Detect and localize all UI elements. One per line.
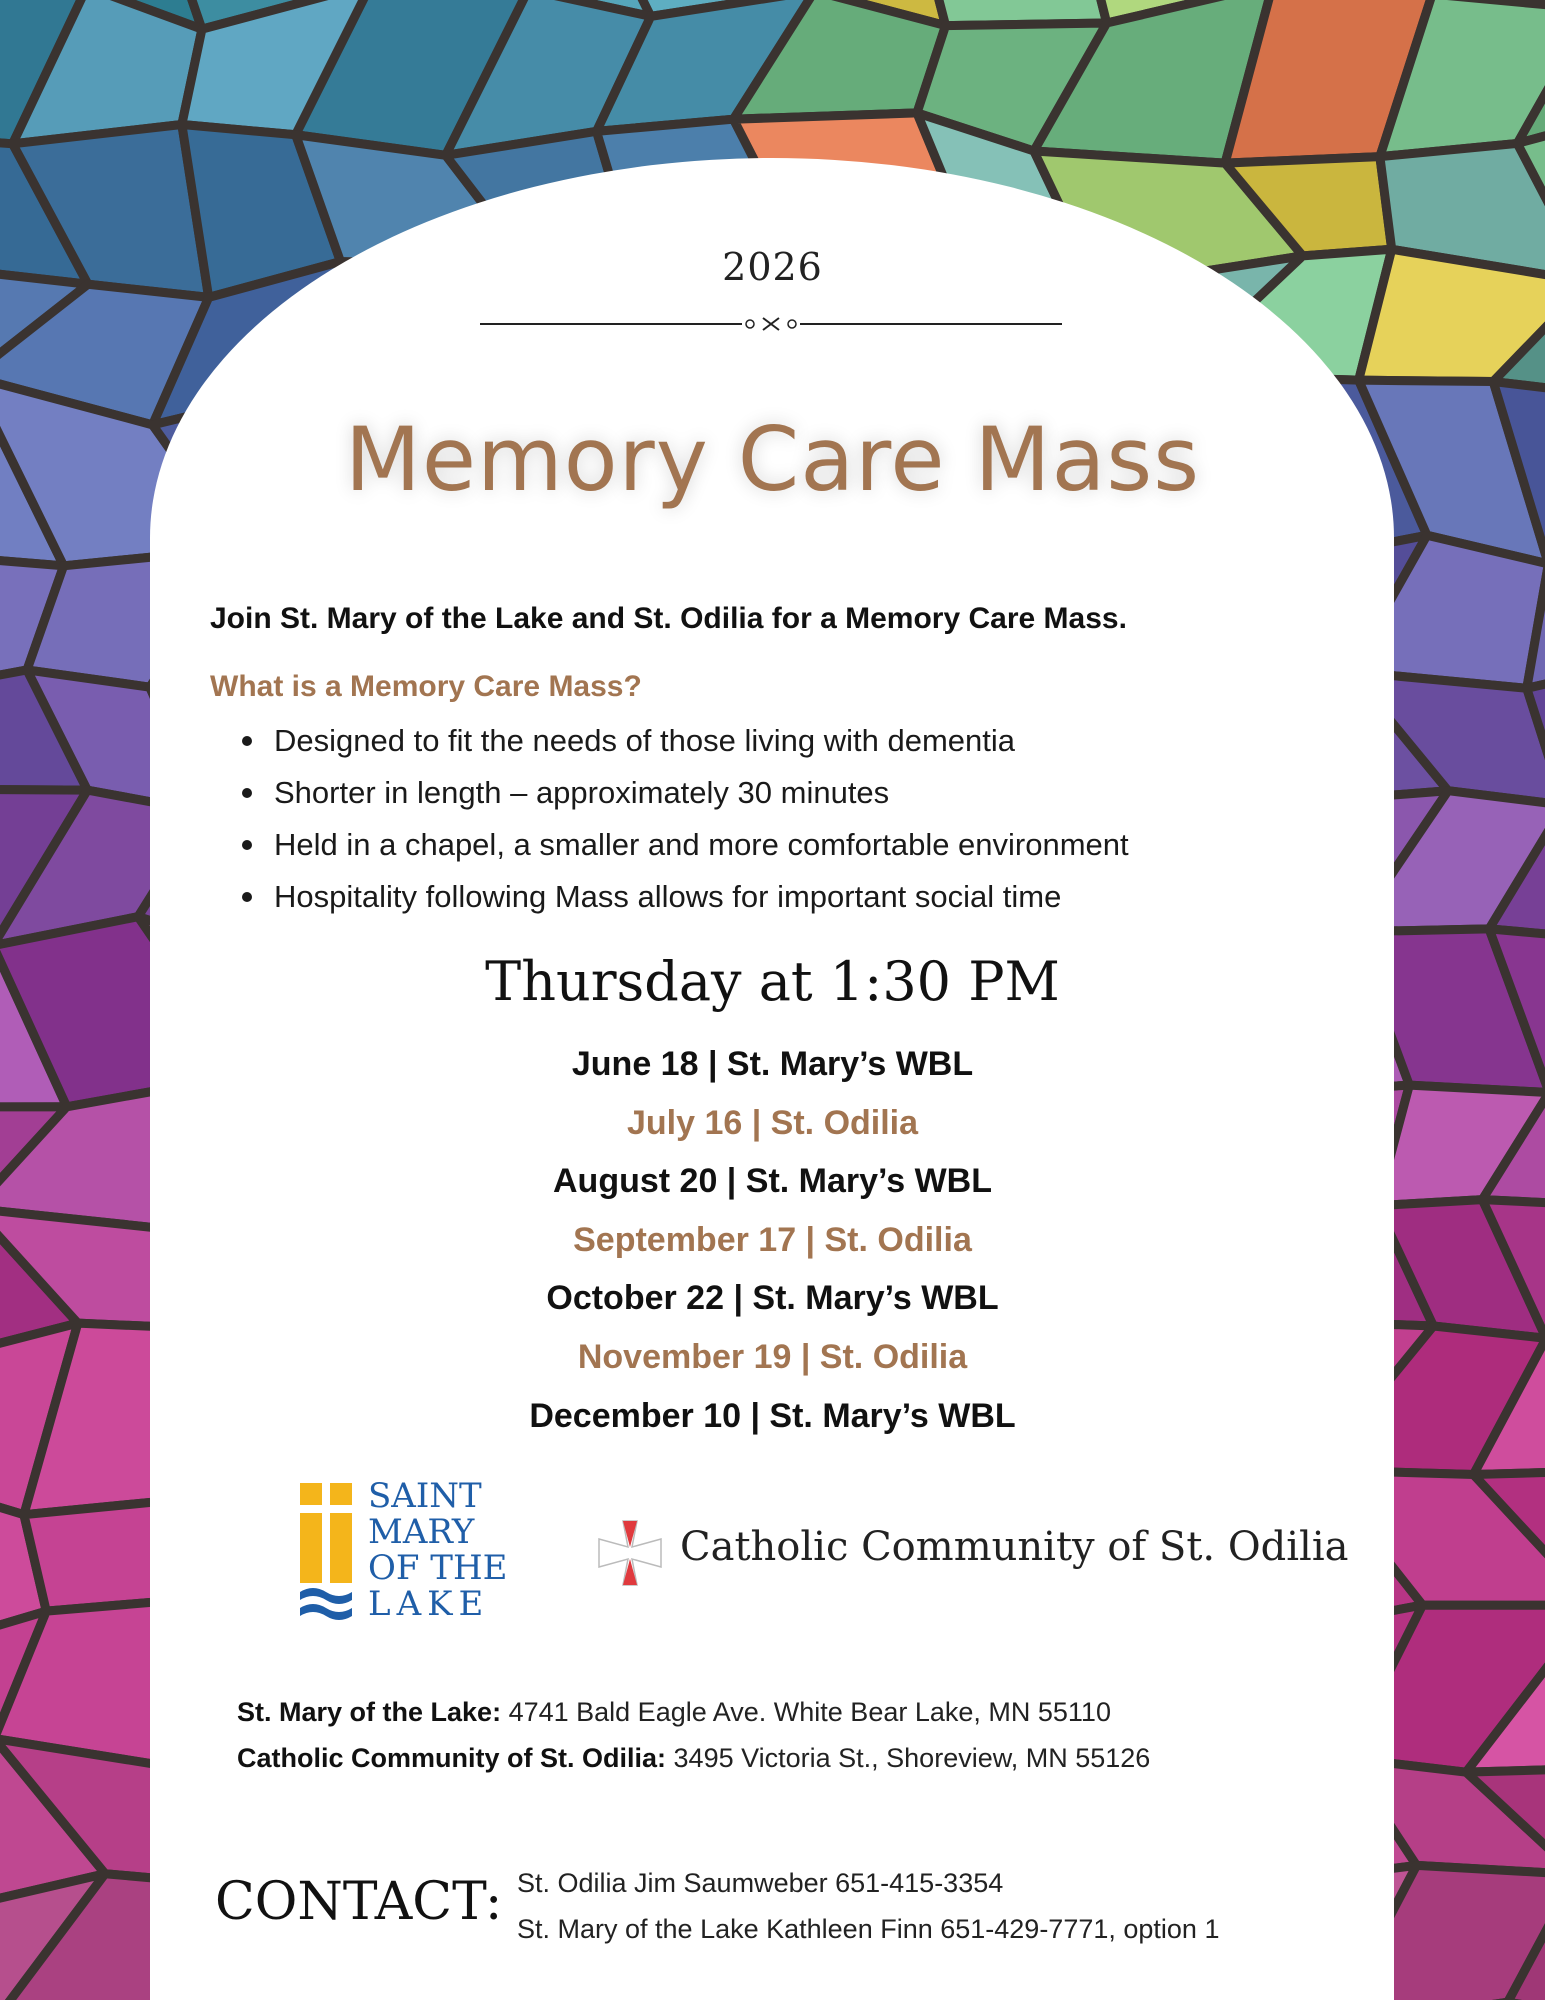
address-value: 3495 Victoria St., Shoreview, MN 55126 xyxy=(673,1743,1151,1773)
logo-word: SAINT xyxy=(368,1476,482,1516)
address-line xyxy=(237,1743,1150,1774)
address-name: St. Mary of the Lake: xyxy=(237,1697,502,1727)
logo-word: MARY xyxy=(368,1512,475,1552)
contact-label: CONTACT: xyxy=(215,1872,503,1932)
address-value: 4741 Bald Eagle Ave. White Bear Lake, MN 55110 xyxy=(508,1697,1111,1727)
date-list xyxy=(0,1040,1545,1450)
logo-word: OF THE xyxy=(368,1548,508,1588)
date-item: November 19 | St. Odilia xyxy=(577,1337,968,1376)
date-item: September 17 | St. Odilia xyxy=(573,1220,972,1259)
intro-text: Join St. Mary of the Lake and St. Odilia for a Memory Care Mass. xyxy=(210,602,1127,635)
date-item: July 16 | St. Odilia xyxy=(626,1103,919,1142)
feature-list xyxy=(238,720,1129,928)
address-name: Catholic Community of St. Odilia: xyxy=(237,1743,667,1773)
st-odilia-logo-text: Catholic Community of St. Odilia xyxy=(680,1524,1349,1570)
date-item: August 20 | St. Mary’s WBL xyxy=(553,1162,992,1201)
address-line xyxy=(237,1697,1111,1728)
logo-word: LAKE xyxy=(368,1584,490,1624)
date-item: December 10 | St. Mary’s WBL xyxy=(529,1396,1016,1435)
schedule-heading: Thursday at 1:30 PM xyxy=(485,950,1060,1013)
list-item: Held in a chapel, a smaller and more comfortable environment xyxy=(238,824,1129,876)
question-heading: What is a Memory Care Mass? xyxy=(210,670,642,703)
list-item: Hospitality following Mass allows for important social time xyxy=(238,876,1129,928)
date-item: October 22 | St. Mary’s WBL xyxy=(546,1279,999,1318)
ornamental-divider xyxy=(480,312,1062,336)
list-item: Designed to fit the needs of those living with dementia xyxy=(238,720,1129,772)
contact-line: St. Odilia Jim Saumweber 651-415-3354 xyxy=(517,1868,1004,1898)
page-title: Memory Care Mass xyxy=(344,408,1201,511)
list-item: Shorter in length – approximately 30 minutes xyxy=(238,772,1129,824)
year-label: 2026 xyxy=(722,245,823,289)
cross-icon xyxy=(595,1517,665,1589)
st-mary-logo-text xyxy=(368,1478,507,1622)
date-item: June 18 | St. Mary’s WBL xyxy=(571,1045,974,1083)
contact-line: St. Mary of the Lake Kathleen Finn 651-429-7771, option 1 xyxy=(517,1914,1220,1944)
